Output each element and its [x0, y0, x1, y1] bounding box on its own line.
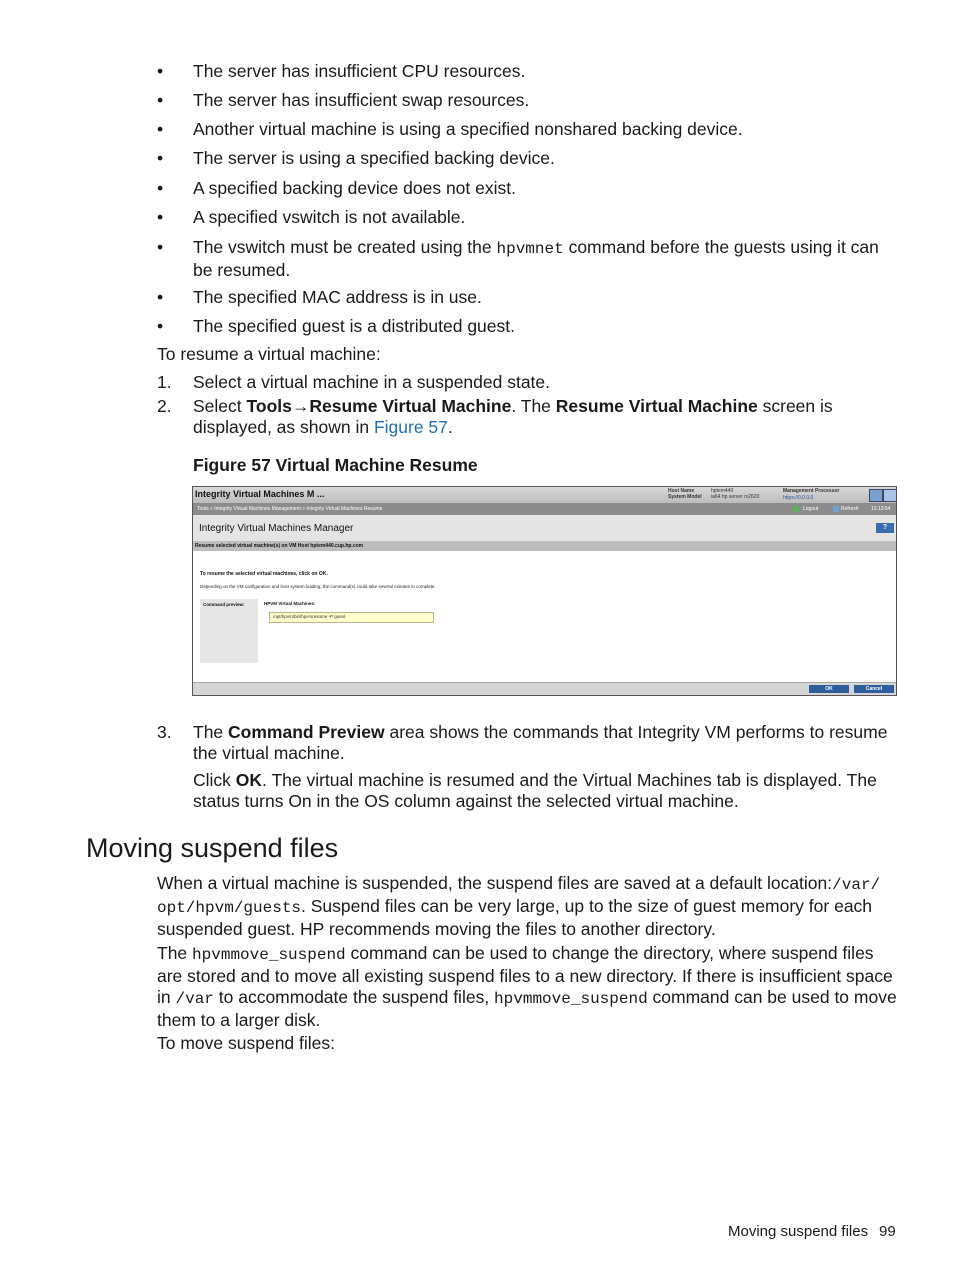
command-preview-box [269, 612, 434, 623]
page-number: 99 [879, 1223, 896, 1240]
paragraph-3: To move suspend files: [157, 1033, 336, 1053]
window-titlebar [193, 487, 896, 504]
breadcrumb-bar [193, 503, 896, 515]
bullet-text: A specified vswitch is not available. [193, 207, 466, 227]
bullet-marker: • [157, 287, 164, 307]
logout-icon [793, 506, 799, 512]
window-title: Integrity Virtual Machines M ... [195, 489, 325, 499]
instruction-text: To resume the selected virtual machines, click on OK. [200, 571, 328, 577]
section-heading: Moving suspend files [86, 833, 339, 863]
bullet-text: The specified guest is a distributed guest. [193, 316, 515, 336]
bullet-marker: • [157, 148, 164, 168]
figure-57-link[interactable]: Figure 57 [373, 417, 448, 437]
breadcrumb[interactable]: Tools » Integrity Virtual Machines Management » Integrity Virtual Machines Resume [197, 506, 383, 512]
bullet-text: A specified backing device does not exist. [193, 178, 516, 198]
note-text: Depending on the VM configuration and host system loading, the command(s) could take several minutes to complete. [200, 584, 436, 589]
clock-time: 12:13:54 [871, 506, 891, 512]
host-name-value: hptem440 ia64 hp server rx2620 [711, 488, 760, 500]
subtitle-bar [193, 541, 896, 551]
bullet-text: The specified MAC address is in use. [193, 287, 482, 307]
bullet-marker: • [157, 207, 164, 227]
bullet-text: The server has insufficient swap resources. [193, 90, 530, 110]
command-preview-panel [200, 599, 258, 663]
button-bar [193, 682, 896, 696]
bullet-marker: • [157, 178, 164, 198]
figure-screenshot [192, 486, 897, 696]
resume-intro: To resume a virtual machine: [157, 344, 381, 364]
bullet-marker: • [157, 119, 164, 139]
code-hpvmnet: hpvmnet [496, 240, 564, 258]
step-2-text: Select Tools→Resume Virtual Machine. The Resume Virtual Machine screen is displayed, as shown in Figure 57. [193, 396, 833, 437]
refresh-link[interactable]: Refresh [841, 506, 859, 512]
bullet-marker: • [157, 90, 164, 110]
app-title: Integrity Virtual Machines Manager [199, 523, 354, 534]
help-button[interactable]: ? [876, 523, 894, 533]
bullet-marker: • [157, 61, 164, 81]
refresh-icon [833, 506, 839, 512]
command-preview-label: Command preview: [203, 602, 245, 607]
home-icon[interactable] [869, 489, 883, 502]
host-name-label: Host Name System Model [668, 488, 702, 500]
window-icon[interactable] [883, 489, 897, 502]
command-text: /opt/hpvm/bin/hpvmresume -P guest [273, 614, 346, 619]
bullet-text: Another virtual machine is using a specified nonshared backing device. [193, 119, 743, 139]
ok-button[interactable]: OK [809, 685, 849, 693]
resume-subtitle: Resume selected virtual machine(s) on VM Host hptem440.cup.hp.com [195, 543, 364, 549]
step-1-text: Select a virtual machine in a suspended state. [193, 372, 551, 392]
logout-link[interactable]: Logout [803, 506, 819, 512]
mp-label: Management Processor [783, 488, 840, 494]
step-number: 1. [157, 372, 172, 392]
bullet-marker: • [157, 316, 164, 336]
app-title-bar [193, 515, 896, 541]
step-3-text: The Command Preview area shows the commands that Integrity VM performs to resume the virtual machine. [193, 722, 888, 763]
bullet-text: The server has insufficient CPU resources. [193, 61, 526, 81]
figure-caption: Figure 57 Virtual Machine Resume [193, 455, 478, 475]
step-number: 2. [157, 396, 172, 416]
paragraph-1: When a virtual machine is suspended, the suspend files are saved at a default location:/var/ opt/hpvm/guests. Suspend files can be very large, up to the size of guest memory for each suspended guest. HP recommends moving the files to another directory. [157, 873, 881, 939]
cancel-button[interactable]: Cancel [854, 685, 894, 693]
bullet-marker: • [157, 237, 164, 257]
bullet-text: The server is using a specified backing device. [193, 148, 555, 168]
step-number: 3. [157, 722, 172, 742]
vm-list-label: HPVM Virtual Machines: [264, 601, 316, 606]
mp-link[interactable]: https://0.0.0.0 [783, 495, 814, 501]
click-ok-text: Click OK. The virtual machine is resumed and the Virtual Machines tab is displayed. The status turns On in the OS column against the selected virtual machine. [193, 770, 877, 811]
footer-section: Moving suspend files [728, 1223, 869, 1240]
paragraph-2: The hpvmmove_suspend command can be used to change the directory, where suspend files are stored and to move all existing suspend files to a new directory. If there is insufficient space in /var to accommodate the suspend files, hpvmmove_suspend command can be used to move them to a larger disk. [157, 943, 897, 1030]
bullet-text: The vswitch must be created using the hpvmnet command before the guests using it can be resumed. [193, 237, 879, 280]
